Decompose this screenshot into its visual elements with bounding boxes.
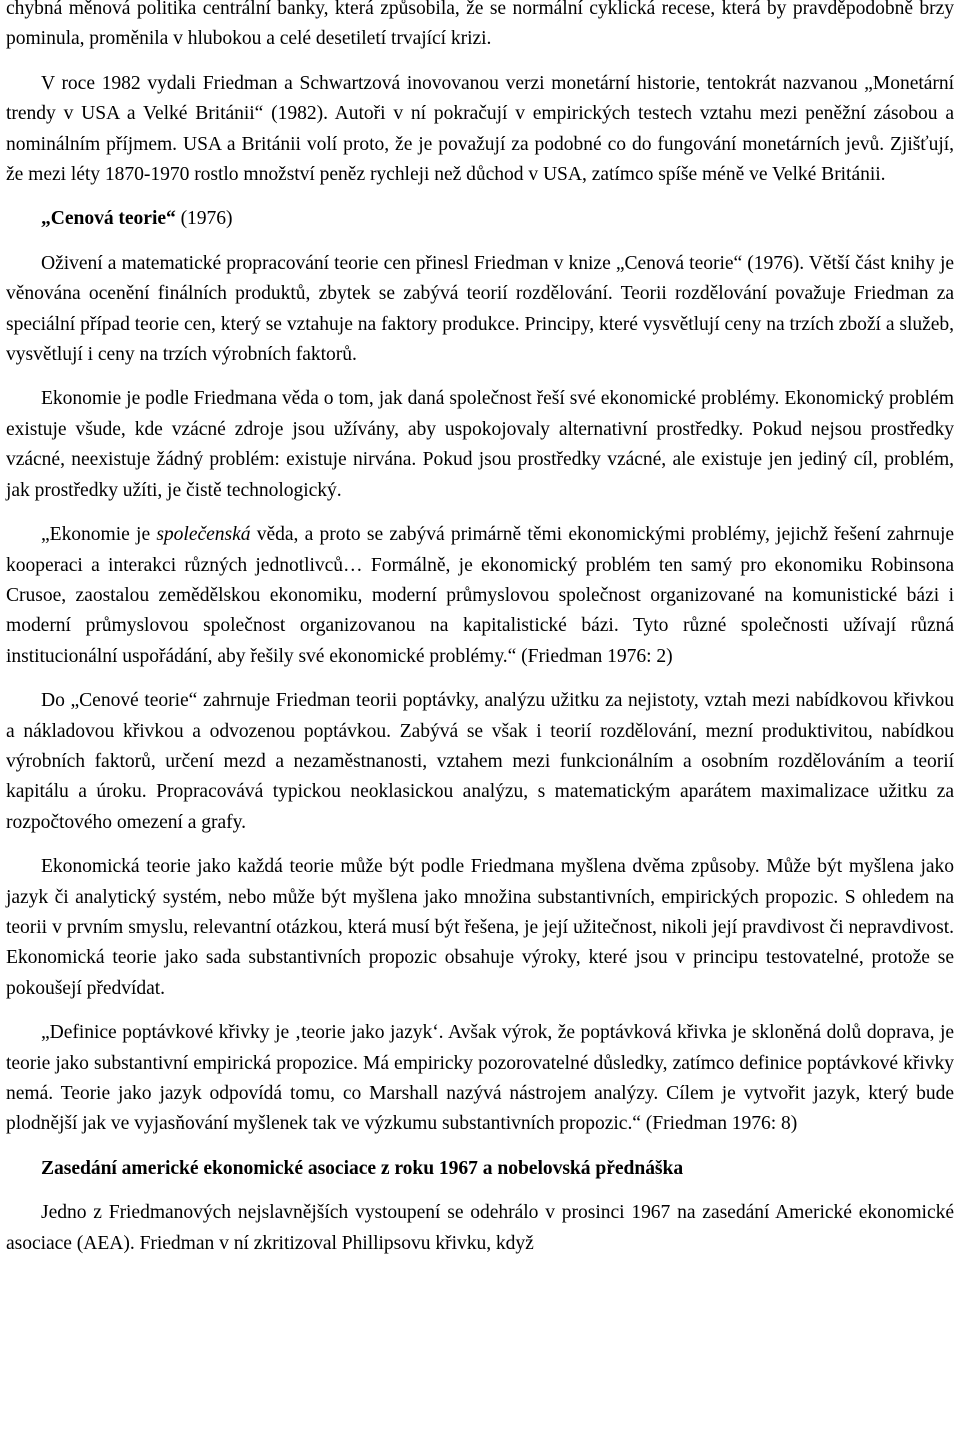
quote-demand-curve: „Definice poptávkové křivky je ‚teorie jako jazyk‘. Avšak výrok, že poptávková křivka je skloněná dolů doprava, je teorie jako substantivní empirická propozice. Má empiricky pozorovatelné důsledky, zatímco definice poptávkové křivky nemá. Teorie jako jazyk odpovídá tomu, co Marshall nazývá nástrojem analýzy. Cílem je vytvořit jazyk, který bude plodnější jak ve vyjasňování myšlenek tak ve výzkumu substantivních propozic.“ (Friedman 1976: 8) <box>6 1022 954 1135</box>
paragraph-aea-speech: Jedno z Friedmanových nejslavnějších vystoupení se odehrálo v prosinci 1967 na zasedání Americké ekonomické asociace (AEA). Friedman v ní zkritizoval Phillipsovu křivku, když <box>6 1202 954 1254</box>
quote-social-science <box>6 520 954 672</box>
paragraph-price-theory-intro: Oživení a matematické propracování teorie cen přinesl Friedman v knize „Cenová teorie“ (1976). Větší část knihy je věnována ocenění finálních produktů, zbytek se zabývá teorií rozdělování. Teorii rozdělování považuje Friedman za speciální případ teorie cen, který se vztahuje na faktory produkce. Principy, které vysvětlují ceny na trzích zboží a služeb, vysvětlují i ceny na trzích výrobních faktorů. <box>6 252 954 366</box>
paragraph-monetary-trends: V roce 1982 vydali Friedman a Schwartzová inovovanou verzi monetární historie, tentokrát nazvanou „Monetární trendy v USA a Velké Británii“ (1982). Autoři v ní pokračují v empirických testech vztahu mezi peněžní zásobou a nominálním příjmem. USA a Británii volí proto, že je považují za podobné co do fungování monetárních jevů. Zjišťují, že mezi léty 1870-1970 rostlo množství peněz rychleji než důchod v USA, zatímco spíše méně ve Velké Británii. <box>6 72 954 186</box>
section-heading-aea-1967: Zasedání americké ekonomické asociace z roku 1967 a nobelovská přednáška <box>41 1157 684 1179</box>
heading-title: „Cenová teorie“ <box>41 208 176 230</box>
paragraph-theory-two-ways: Ekonomická teorie jako každá teorie může být podle Friedmana myšlena dvěma způsoby. Může být myšlena jako jazyk či analytický systém, nebo může být myšlena jako množina substantivních, empirických propozic. S ohledem na teorii v prvním smyslu, relevantní otázkou, která musí být řešena, je její užitečnost, nikoli její pravdivost či nepravdivost. Ekonomická teorie jako sada substantivních propozic obsahuje výroky, které jsou v principu testovatelné, protože se pokoušejí předvídat. <box>6 856 954 999</box>
quote-part-a: „Ekonomie je <box>41 524 157 546</box>
paragraph-crisis-continuation: chybná měnová politika centrální banky, která způsobila, že se normální cyklická recese, která by pravděpodobně brzy pominula, proměnila v hlubokou a celé desetiletí trvající krizi. <box>6 0 954 50</box>
document-page <box>6 0 954 1259</box>
heading-year: (1976) <box>175 208 233 230</box>
section-heading-price-theory <box>6 204 954 234</box>
quote-part-b: věda, a proto se zabývá primárně těmi ekonomickými problémy, jejichž řešení zahrnuje kooperaci a interakci různých jednotlivců… Formálně, je ekonomický problém ten samý pro ekonomiku Robinsona Crusoe, zaostalou zemědělskou ekonomiku, moderní průmyslovou společnost organizované na komunistické bázi i moderní průmyslovou společnost organizovanou na kapitalistické bázi. Tyto různé společnosti užívají různá institucionální uspořádání, aby řešily své ekonomické problémy.“ (Friedman 1976: 2) <box>6 524 954 667</box>
quote-emphasis: společenská <box>156 524 251 546</box>
paragraph-economics-definition: Ekonomie je podle Friedmana věda o tom, jak daná společnost řeší své ekonomické problémy. Ekonomický problém existuje všude, kde vzácné zdroje jsou užívány, aby uspokojovaly alternativní prostředky. Pokud nejsou prostředky vzácné, neexistuje žádný problém: existuje nirvána. Pokud jsou prostředky vzácné, ale existuje jen jediný cíl, problém, jak prostředky užíti, je čistě technologický. <box>6 388 954 501</box>
paragraph-price-theory-content: Do „Cenové teorie“ zahrnuje Friedman teorii poptávky, analýzu užitku za nejistoty, vztah mezi nabídkovou křivkou a nákladovou křivkou a odvozenou poptávkou. Zabývá se však i teorií rozdělování, mezní produktivitou, nabídkou výrobních faktorů, určení mezd a nezaměstnanosti, vztahem mezi funkcionálním a osobním rozdělováním a teorií kapitálu a úroku. Propracovává typickou neoklasickou analýzu, s matematickým aparátem maximalizace užitku za rozpočtového omezení a grafy. <box>6 690 954 833</box>
